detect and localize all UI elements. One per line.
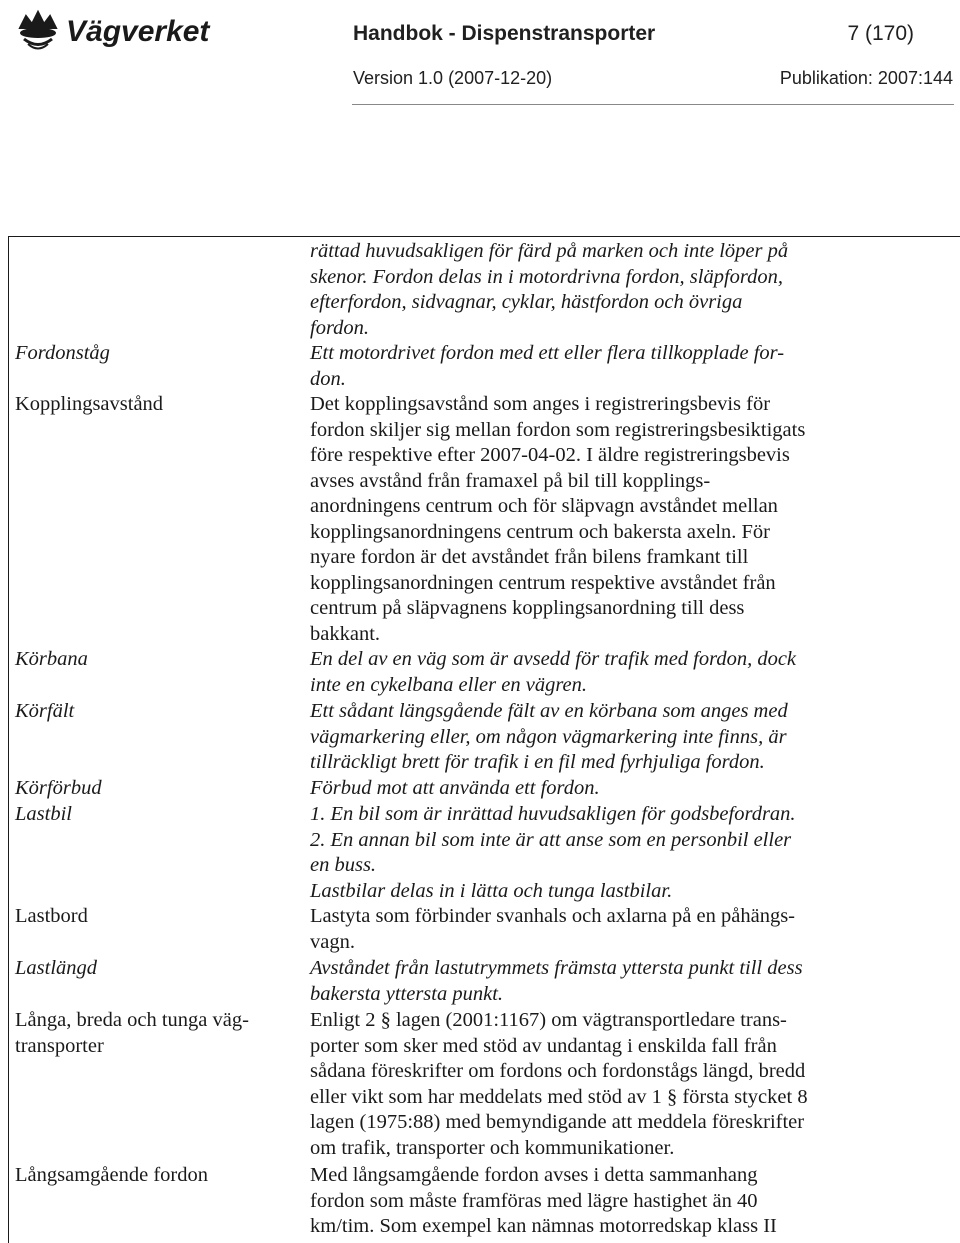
definition-line: Ett sådant längsgående fält av en körbana som anges med: [310, 700, 788, 722]
definition-line: porter som sker med stöd av undantag i enskilda fall från: [310, 1034, 777, 1057]
document-title: Handbok - Dispenstransporter: [353, 22, 656, 45]
definition-line: 1. En bil som är inrättad huvudsakligen för godsbefordran.: [310, 803, 796, 825]
definition-line: fordon som måste framföras med lägre hastighet än 40: [310, 1189, 758, 1212]
definition-line: före respektive efter 2007-04-02. I äldre registreringsbevis: [310, 444, 790, 466]
definition-line: nyare fordon är det avståndet från bilens framkant till: [310, 546, 749, 568]
definition-korbana: [310, 647, 950, 698]
definition-line: sådana föreskrifter om fordons och fordonstågs längd, bredd: [310, 1060, 806, 1082]
definition-kopplingsavstand: [310, 392, 950, 647]
header-divider: [352, 104, 954, 105]
definition-line: anordningens centrum och för släpvagn avståndet mellan: [310, 495, 778, 517]
definition-line: bakersta yttersta punkt.: [310, 982, 504, 1005]
version-label: Version 1.0 (2007-12-20): [353, 68, 553, 88]
definition-line: kopplingsanordningen centrum respektive avståndet från: [310, 571, 776, 594]
definition-line: kopplingsanordningens centrum och bakersta axeln. För: [310, 520, 770, 543]
vagverket-logo: [14, 6, 214, 56]
definition-line: don.: [310, 367, 346, 390]
publication-label: Publikation: 2007:144: [779, 68, 953, 88]
definition-line: Avståndet från lastutrymmets främsta yttersta punkt till dess: [310, 957, 803, 979]
term-kopplingsavstand: Kopplingsavstånd: [15, 393, 164, 415]
definition-line: vägmarkering eller, om någon vägmarkering inte finns, är: [310, 725, 787, 748]
definition-line: Förbud mot att använda ett fordon.: [310, 777, 600, 799]
term-langa-breda-tunga: [15, 1008, 291, 1059]
definition-line: Ett motordrivet fordon med ett eller flera tillkopplade for-: [310, 342, 785, 364]
definition-line: Enligt 2 § lagen (2001:1167) om vägtransportledare trans-: [310, 1009, 787, 1031]
definition-lastbil: [310, 802, 950, 904]
definition-line: om trafik, transporter och kommunikationer.: [310, 1136, 675, 1159]
definition-continuation: [310, 239, 950, 341]
definition-line: tillräckligt brett för trafik i en fil med fyrhjuliga fordon.: [310, 751, 765, 773]
definition-line: avses avstånd från framaxel på bil till kopplings-: [310, 469, 711, 492]
definition-line: Det kopplingsavstånd som anges i registreringsbevis för: [310, 393, 771, 415]
definition-fordonstag: [310, 341, 950, 392]
definition-lastlangd: [310, 956, 950, 1007]
term-line: transporter: [15, 1034, 104, 1057]
definition-line: en buss.: [310, 854, 377, 876]
term-korfalt: Körfält: [15, 700, 75, 722]
term-fordonstag: Fordonståg: [15, 342, 110, 364]
term-korforbud: Körförbud: [15, 777, 102, 799]
definition-line: skenor. Fordon delas in i motordrivna fordon, släpfordon,: [310, 265, 784, 288]
definition-lastbord: [310, 904, 950, 955]
term-lastbil: Lastbil: [15, 803, 72, 825]
definition-line: lagen (1975:88) med bemyndigande att meddela föreskrifter: [310, 1111, 805, 1133]
definition-line: eller vikt som har meddelats med stöd av 1 § första stycket 8: [310, 1085, 808, 1108]
definition-line: Med långsamgående fordon avses i detta sammanhang: [310, 1164, 758, 1186]
definition-langsamgaende: [310, 1163, 950, 1240]
definition-line: km/tim. Som exempel kan nämnas motorredskap klass II: [310, 1215, 777, 1237]
definition-line: bakkant.: [310, 622, 381, 645]
definition-line: rättad huvudsakligen för färd på marken och inte löper på: [310, 240, 789, 262]
glossary-table: [8, 236, 960, 1243]
definition-korforbud: [310, 776, 950, 802]
page-number: 7 (170): [847, 22, 914, 45]
term-line: Långa, breda och tunga väg-: [15, 1009, 249, 1031]
definition-langa-breda-tunga: [310, 1008, 950, 1161]
definition-line: centrum på släpvagnens kopplingsanordning till dess: [310, 597, 745, 619]
definition-line: 2. En annan bil som inte är att anse som en personbil eller: [310, 828, 792, 851]
definition-line: inte en cykelbana eller en vägren.: [310, 673, 588, 696]
definition-line: fordon.: [310, 316, 370, 339]
definition-korfalt: [310, 699, 950, 776]
definition-line: fordon skiljer sig mellan fordon som registreringsbesiktigats: [310, 418, 806, 441]
logo-wordmark: Vägverket: [66, 15, 210, 48]
definition-line: efterfordon, sidvagnar, cyklar, hästfordon och övriga: [310, 291, 743, 313]
crown-emblem-icon: [14, 6, 214, 56]
definition-line: vagn.: [310, 930, 355, 953]
term-lastlangd: Lastlängd: [15, 957, 98, 979]
term-korbana: Körbana: [15, 648, 88, 670]
definition-line: Lastyta som förbinder svanhals och axlarna på en påhängs-: [310, 905, 796, 927]
term-langsamgaende: Långsamgående fordon: [15, 1164, 208, 1186]
definition-line: En del av en väg som är avsedd för trafik med fordon, dock: [310, 648, 797, 670]
term-lastbord: Lastbord: [15, 905, 88, 927]
page-header: [0, 0, 960, 108]
definition-line: Lastbilar delas in i lätta och tunga lastbilar.: [310, 879, 673, 902]
